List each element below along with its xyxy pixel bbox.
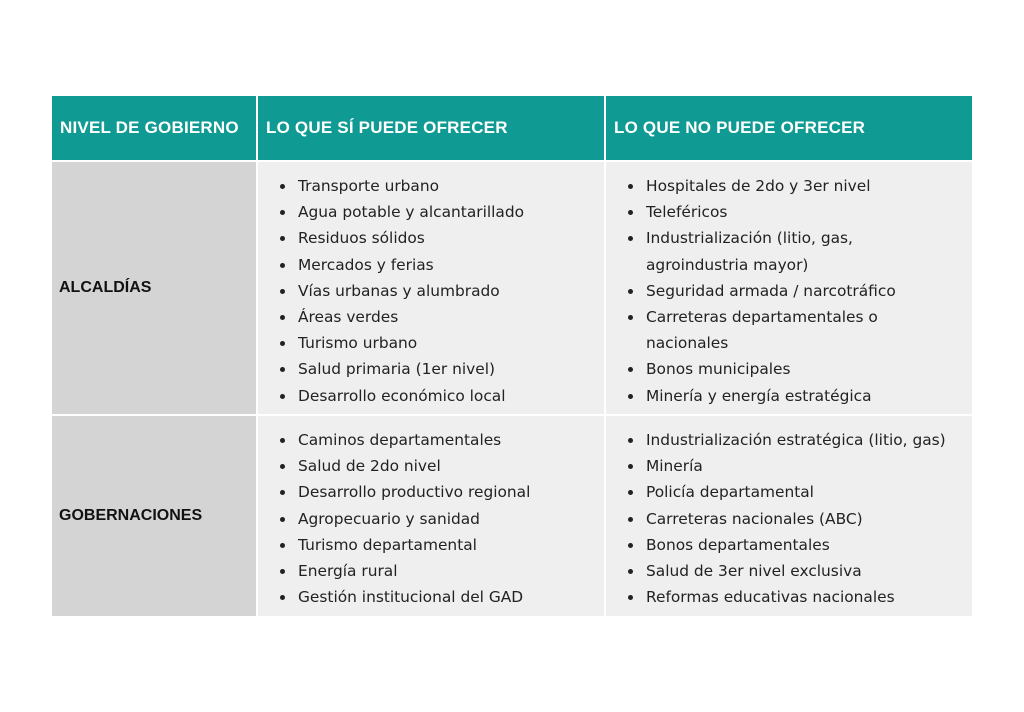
- list-item: Residuos sólidos: [298, 225, 600, 251]
- gobernaciones-cannot-offer-list: [646, 427, 968, 610]
- list-item: Caminos departamentales: [298, 427, 600, 453]
- list-item: Vías urbanas y alumbrado: [298, 278, 600, 304]
- list-item: Salud de 2do nivel: [298, 453, 600, 479]
- list-item: Desarrollo económico local: [298, 383, 600, 409]
- list-item: Hospitales de 2do y 3er nivel: [646, 173, 968, 199]
- header-lo-que-no-puede-ofrecer: LO QUE NO PUEDE OFRECER: [606, 96, 972, 160]
- alcaldias-can-offer-list: [298, 173, 600, 409]
- list-item: Minería y energía estratégica: [646, 383, 968, 409]
- list-item: Reformas educativas nacionales: [646, 584, 968, 610]
- list-item: Agropecuario y sanidad: [298, 506, 600, 532]
- list-item: Carreteras nacionales (ABC): [646, 506, 968, 532]
- alcaldias-can-offer-cell: [258, 162, 604, 414]
- list-item: Policía departamental: [646, 479, 968, 505]
- list-item: Salud primaria (1er nivel): [298, 356, 600, 382]
- gobernaciones-can-offer-list: [298, 427, 600, 610]
- gobernaciones-can-offer-cell: [258, 416, 604, 616]
- row-label-gobernaciones: GOBERNACIONES: [52, 416, 256, 616]
- list-item: Mercados y ferias: [298, 252, 600, 278]
- list-item: Salud de 3er nivel exclusiva: [646, 558, 968, 584]
- list-item: Seguridad armada / narcotráfico: [646, 278, 968, 304]
- gobernaciones-cannot-offer-cell: [606, 416, 972, 616]
- header-lo-que-si-puede-ofrecer: LO QUE SÍ PUEDE OFRECER: [258, 96, 604, 160]
- row-label-alcaldias: ALCALDÍAS: [52, 162, 256, 414]
- government-levels-table: [52, 96, 972, 616]
- list-item: Transporte urbano: [298, 173, 600, 199]
- alcaldias-cannot-offer-list: [646, 173, 968, 409]
- header-nivel-de-gobierno: NIVEL DE GOBIERNO: [52, 96, 256, 160]
- list-item: Turismo departamental: [298, 532, 600, 558]
- list-item: Bonos departamentales: [646, 532, 968, 558]
- list-item: Industrialización (litio, gas, agroindustria mayor): [646, 225, 886, 277]
- alcaldias-cannot-offer-cell: [606, 162, 972, 414]
- list-item: Agua potable y alcantarillado: [298, 199, 600, 225]
- list-item: Áreas verdes: [298, 304, 600, 330]
- list-item: Industrialización estratégica (litio, gas): [646, 427, 968, 453]
- list-item: Teleféricos: [646, 199, 968, 225]
- list-item: Bonos municipales: [646, 356, 968, 382]
- list-item: Carreteras departamentales o nacionales: [646, 304, 916, 356]
- list-item: Gestión institucional del GAD: [298, 584, 600, 610]
- list-item: Energía rural: [298, 558, 600, 584]
- list-item: Desarrollo productivo regional: [298, 479, 600, 505]
- list-item: Minería: [646, 453, 968, 479]
- list-item: Turismo urbano: [298, 330, 600, 356]
